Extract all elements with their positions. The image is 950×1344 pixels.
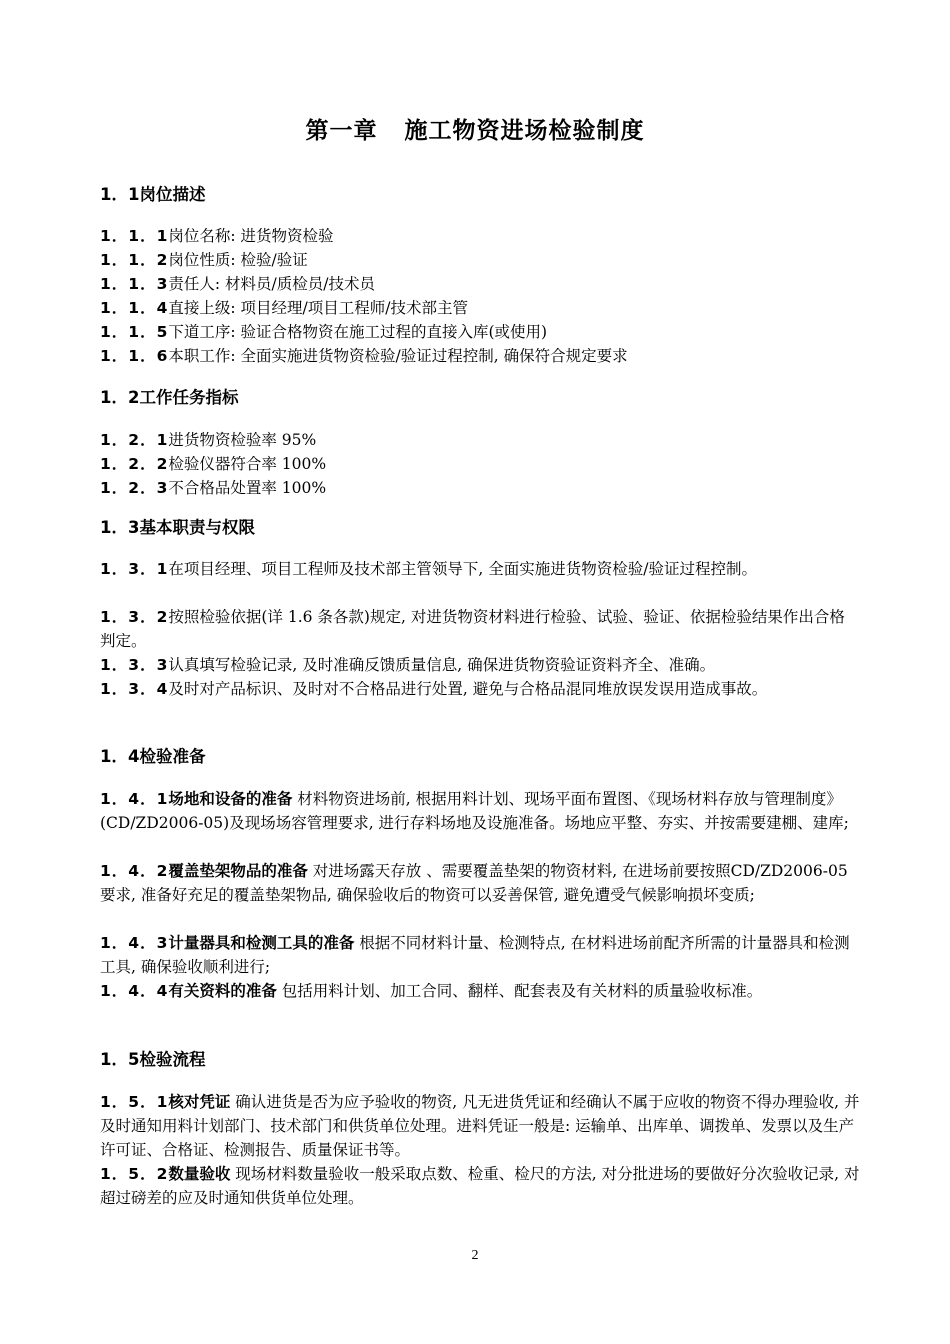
item-number: 1．4．1 xyxy=(100,790,169,808)
item-text: 责任人: 材料员/质检员/技术员 xyxy=(168,275,375,293)
item-text: 在项目经理、项目工程师及技术部主管领导下, 全面实施进货物资检验/验证过程控制。 xyxy=(168,560,757,578)
paragraph xyxy=(100,859,860,907)
list-item xyxy=(100,476,326,500)
paragraph xyxy=(100,1090,860,1162)
list-item xyxy=(100,248,308,272)
page-number: 2 xyxy=(471,1248,479,1263)
item-number: 1．3．3 xyxy=(100,656,169,674)
item-number: 1．5．1 xyxy=(100,1093,169,1111)
item-text: 直接上级: 项目经理/项目工程师/技术部主管 xyxy=(168,299,468,317)
item-number: 1．2．3 xyxy=(100,479,169,497)
item-text: 进货物资检验率 95% xyxy=(168,431,317,449)
section-heading-1-1: 1．1岗位描述 xyxy=(100,185,206,204)
section-heading-1-5: 1．5检验流程 xyxy=(100,1050,206,1069)
item-text: 对进场露天存放 、需要覆盖垫架的物资材料, 在进场前要按照CD/ZD2006-05要求, 准备好充足的覆盖垫架物品, 确保验收后的物资可以妥善保管, 避免遭受气候影响损坏变质; xyxy=(100,862,848,904)
list-item xyxy=(100,452,326,476)
list-item xyxy=(100,296,468,320)
item-number: 1．4．4 xyxy=(100,982,169,1000)
section-heading-1-2: 1．2工作任务指标 xyxy=(100,388,239,407)
item-label: 有关资料的准备 xyxy=(168,982,277,1000)
chapter-title: 第一章 施工物资进场检验制度 xyxy=(305,118,645,144)
item-text: 下道工序: 验证合格物资在施工过程的直接入库(或使用) xyxy=(168,323,548,341)
item-number: 1．1．3 xyxy=(100,275,169,293)
list-item xyxy=(100,224,334,248)
item-text: 材料物资进场前, 根据用料计划、现场平面布置图、《现场材料存放与管理制度》(CD/ZD2006-05)及现场场容管理要求, 进行存料场地及设施准备。场地应平整、夯实、并按需要建棚、建库; xyxy=(100,790,849,832)
item-text: 按照检验依据(详 1.6 条各款)规定, 对进货物资材料进行检验、试验、验证、依据检验结果作出合格判定。 xyxy=(100,608,845,650)
item-label: 计量器具和检测工具的准备 xyxy=(168,934,355,952)
paragraph xyxy=(100,677,860,701)
paragraph xyxy=(100,557,860,581)
item-text: 及时对产品标识、及时对不合格品进行处置, 避免与合格品混同堆放误发误用造成事故。 xyxy=(168,680,768,698)
paragraph xyxy=(100,787,860,835)
item-number: 1．4．3 xyxy=(100,934,169,952)
item-label: 场地和设备的准备 xyxy=(168,790,293,808)
item-text: 不合格品处置率 100% xyxy=(168,479,327,497)
item-number: 1．1．4 xyxy=(100,299,169,317)
item-text: 检验仪器符合率 100% xyxy=(168,455,327,473)
item-number: 1．5．2 xyxy=(100,1165,169,1183)
item-label: 核对凭证 xyxy=(168,1093,231,1111)
item-number: 1．2．2 xyxy=(100,455,169,473)
item-number: 1．1．5 xyxy=(100,323,169,341)
item-text: 本职工作: 全面实施进货物资检验/验证过程控制, 确保符合规定要求 xyxy=(168,347,628,365)
section-heading-1-3: 1．3基本职责与权限 xyxy=(100,518,255,537)
list-item xyxy=(100,344,628,368)
item-text: 认真填写检验记录, 及时准确反馈质量信息, 确保进货物资验证资料齐全、准确。 xyxy=(168,656,716,674)
item-text: 根据不同材料计量、检测特点, 在材料进场前配齐所需的计量器具和检测工具, 确保验收顺利进行; xyxy=(100,934,850,976)
item-text: 现场材料数量验收一般采取点数、检重、检尺的方法, 对分批进场的要做好分次验收记录, 对超过磅差的应及时通知供货单位处理。 xyxy=(100,1165,860,1207)
item-label: 数量验收 xyxy=(168,1165,231,1183)
list-item xyxy=(100,272,375,296)
paragraph xyxy=(100,605,860,653)
paragraph xyxy=(100,979,860,1003)
item-number: 1．1．1 xyxy=(100,227,169,245)
item-number: 1．1．2 xyxy=(100,251,169,269)
item-number: 1．3．2 xyxy=(100,608,169,626)
paragraph xyxy=(100,931,860,979)
item-number: 1．4．2 xyxy=(100,862,169,880)
item-number: 1．2．1 xyxy=(100,431,169,449)
item-text: 岗位性质: 检验/验证 xyxy=(168,251,308,269)
item-text: 岗位名称: 进货物资检验 xyxy=(168,227,334,245)
item-text: 确认进货是否为应予验收的物资, 凡无进货凭证和经确认不属于应收的物资不得办理验收, 并及时通知用料计划部门、技术部门和供货单位处理。进料凭证一般是: 运输单、出库单、调拨单、发票以及生产许可证、合格证、检测报告、质量保证书等。 xyxy=(100,1093,860,1159)
list-item xyxy=(100,320,547,344)
item-number: 1．1．6 xyxy=(100,347,169,365)
list-item xyxy=(100,428,316,452)
item-label: 覆盖垫架物品的准备 xyxy=(168,862,308,880)
paragraph xyxy=(100,1162,860,1210)
paragraph xyxy=(100,653,860,677)
section-heading-1-4: 1．4检验准备 xyxy=(100,747,206,766)
item-number: 1．3．1 xyxy=(100,560,169,578)
item-number: 1．3．4 xyxy=(100,680,169,698)
item-text: 包括用料计划、加工合同、翻样、配套表及有关材料的质量验收标准。 xyxy=(276,982,763,1000)
